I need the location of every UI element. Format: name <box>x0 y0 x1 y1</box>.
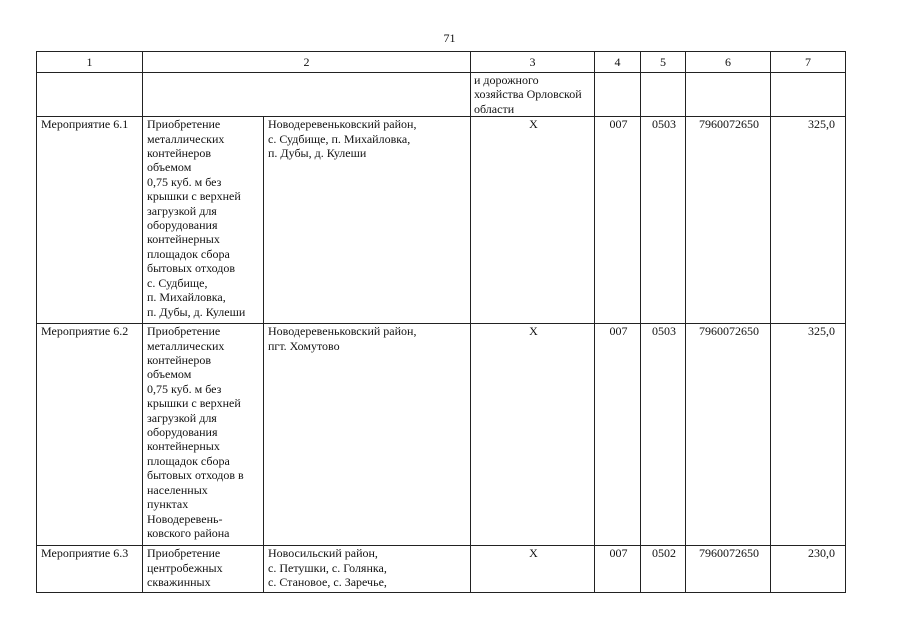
measure-amount: 325,0 <box>771 324 846 546</box>
measure-id: Мероприятие 6.1 <box>37 117 143 324</box>
measure-csr: 7960072650 <box>686 324 771 546</box>
table-cell <box>143 73 471 117</box>
table-cell <box>771 73 846 117</box>
header-col-1: 1 <box>37 52 143 73</box>
measure-rzpr: 0503 <box>641 324 686 546</box>
measure-description: Приобретение металлических контейнеров объемом 0,75 куб. м без крышки с верхней загрузкой для оборудования контейнерных площадок сбора бытовых отходов в населенных пунктах Новодеревень- ковского района <box>143 324 264 546</box>
header-col-4: 4 <box>595 52 641 73</box>
measure-csr: 7960072650 <box>686 117 771 324</box>
table-cell <box>471 73 595 117</box>
measure-grbs: 007 <box>595 546 641 593</box>
header-col-6: 6 <box>686 52 771 73</box>
measure-rzpr: 0502 <box>641 546 686 593</box>
header-col-5: 5 <box>641 52 686 73</box>
measure-description: Приобретение металлических контейнеров объемом 0,75 куб. м без крышки с верхней загрузкой для оборудования контейнерных площадок сбора бытовых отходов с. Судбище, п. Михайловка, п. Дубы, д. Кулеши <box>143 117 264 324</box>
header-col-3: 3 <box>471 52 595 73</box>
table-cell <box>595 73 641 117</box>
table-cell <box>641 73 686 117</box>
table-cell <box>37 73 143 117</box>
measure-amount: 230,0 <box>771 546 846 593</box>
table-row <box>37 117 846 324</box>
header-row <box>37 52 846 73</box>
measure-grbs: 007 <box>595 324 641 546</box>
document-table <box>36 51 846 593</box>
measure-location: Новосильский район, с. Петушки, с. Голянка, с. Становое, с. Заречье, <box>264 546 471 593</box>
measure-id: Мероприятие 6.3 <box>37 546 143 593</box>
measure-rzpr: 0503 <box>641 117 686 324</box>
continuation-text: и дорожного хозяйства Орловской области <box>474 73 582 116</box>
table-row <box>37 546 846 593</box>
measure-location: Новодеревеньковский район, пгт. Хомутово <box>264 324 471 546</box>
measure-csr: 7960072650 <box>686 546 771 593</box>
continuation-row <box>37 73 846 117</box>
header-col-7: 7 <box>771 52 846 73</box>
page-number: 71 <box>443 31 456 45</box>
measure-executor: Х <box>471 546 595 593</box>
measure-description: Приобретение центробежных скважинных <box>143 546 264 593</box>
measure-grbs: 007 <box>595 117 641 324</box>
measure-executor: Х <box>471 324 595 546</box>
table-cell <box>686 73 771 117</box>
measure-location: Новодеревеньковский район, с. Судбище, п. Михайловка, п. Дубы, д. Кулеши <box>264 117 471 324</box>
table-row <box>37 324 846 546</box>
header-col-2: 2 <box>143 52 471 73</box>
measure-id: Мероприятие 6.2 <box>37 324 143 546</box>
measure-executor: Х <box>471 117 595 324</box>
measure-amount: 325,0 <box>771 117 846 324</box>
